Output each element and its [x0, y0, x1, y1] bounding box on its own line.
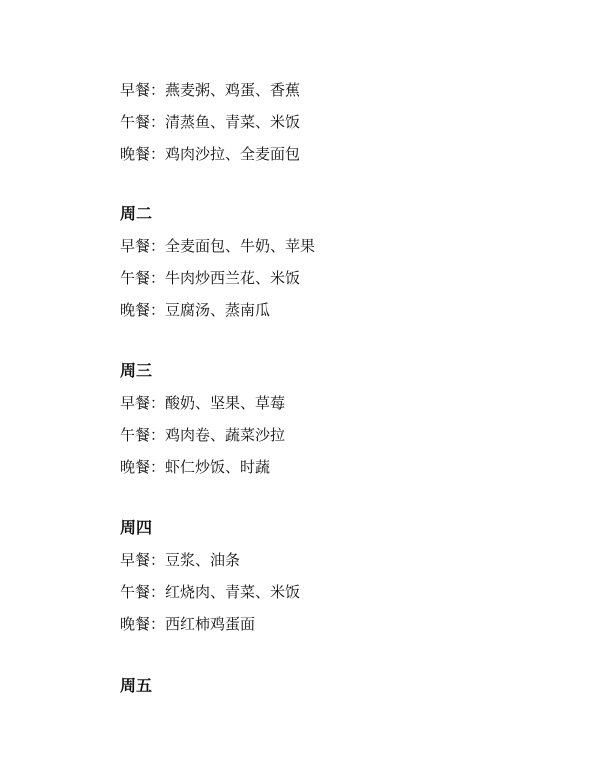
meal-food: 豆浆、油条: [165, 551, 241, 569]
meal-label: 晚餐：: [120, 301, 166, 319]
day-heading: 周三: [120, 361, 153, 380]
meal-label: 午餐：: [120, 426, 166, 444]
meal-label: 早餐：: [120, 394, 166, 412]
meal-food: 牛肉炒西兰花、米饭: [165, 269, 301, 287]
dinner-line: [120, 144, 560, 164]
meal-label: 午餐：: [120, 269, 166, 287]
dinner-line: [120, 300, 560, 320]
meal-food: 西红柿鸡蛋面: [165, 615, 256, 633]
meal-label: 晚餐：: [120, 145, 166, 163]
meal-food: 豆腐汤、蒸南瓜: [165, 301, 271, 319]
meal-label: 午餐：: [120, 583, 166, 601]
meal-food: 清蒸鱼、青菜、米饭: [165, 113, 301, 131]
day-section-friday: [120, 676, 560, 708]
lunch-line: [120, 268, 560, 288]
lunch-line: [120, 112, 560, 132]
meal-label: 晚餐：: [120, 615, 166, 633]
breakfast-line: [120, 80, 560, 100]
breakfast-line: [120, 393, 560, 413]
day-heading: 周四: [120, 518, 153, 537]
meal-label: 早餐：: [120, 551, 166, 569]
breakfast-line: [120, 236, 560, 256]
meal-food: 酸奶、坚果、草莓: [165, 394, 286, 412]
meal-label: 早餐：: [120, 81, 166, 99]
meal-food: 全麦面包、牛奶、苹果: [165, 237, 316, 255]
meal-food: 红烧肉、青菜、米饭: [165, 583, 301, 601]
meal-food: 虾仁炒饭、时蔬: [165, 458, 271, 476]
dinner-line: [120, 457, 560, 477]
lunch-line: [120, 425, 560, 445]
day-section-1: [120, 80, 560, 176]
breakfast-line: [120, 550, 560, 570]
day-section-thursday: [120, 518, 560, 646]
meal-label: 晚餐：: [120, 458, 166, 476]
meal-label: 午餐：: [120, 113, 166, 131]
day-section-wednesday: [120, 361, 560, 489]
dinner-line: [120, 614, 560, 634]
lunch-line: [120, 582, 560, 602]
meal-food: 鸡肉卷、蔬菜沙拉: [165, 426, 286, 444]
day-heading: 周二: [120, 204, 153, 223]
meal-food: 鸡肉沙拉、全麦面包: [165, 145, 301, 163]
meal-food: 燕麦粥、鸡蛋、香蕉: [165, 81, 301, 99]
meal-label: 早餐：: [120, 237, 166, 255]
day-section-tuesday: [120, 204, 560, 332]
day-heading: 周五: [120, 676, 153, 695]
